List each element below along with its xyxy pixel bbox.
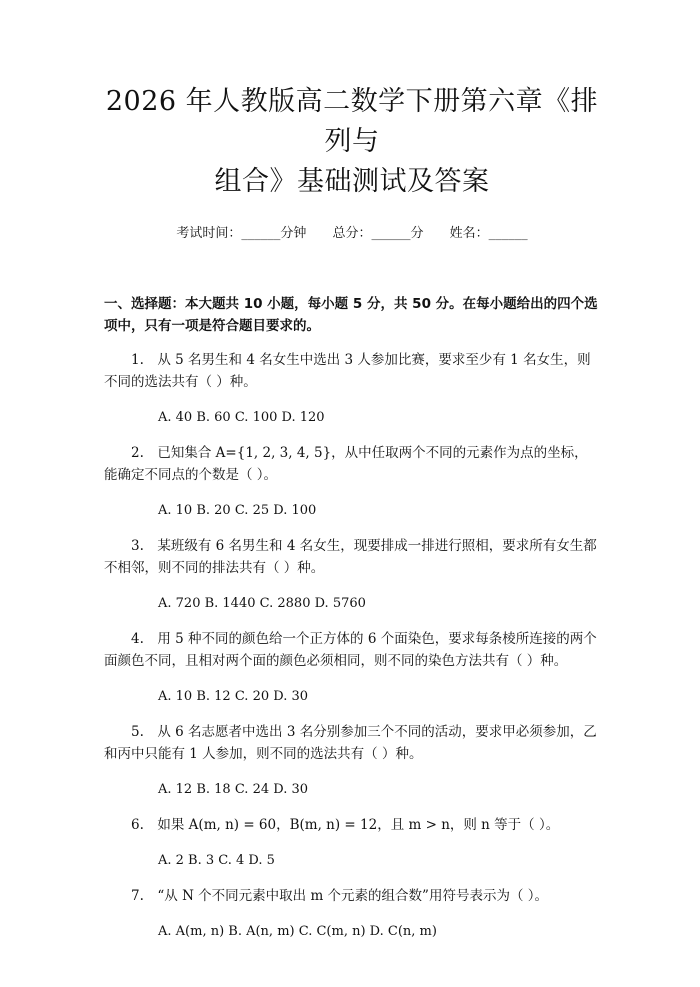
question-stem: 1. 从 5 名男生和 4 名女生中选出 3 人参加比赛，要求至少有 1 名女生，则不同的选法共有（ ）种。 <box>104 352 591 390</box>
total-score-field: 总分：______分 <box>332 226 424 241</box>
question-1 <box>104 349 600 427</box>
exam-time-field: 考试时间：______分钟 <box>176 226 307 241</box>
question-7 <box>104 885 600 941</box>
question-options: A. 40 B. 60 C. 100 D. 120 <box>158 410 325 425</box>
title-line-1: 2026 年人教版高二数学下册第六章《排列与 <box>105 86 599 157</box>
question-stem: 4. 用 5 种不同的颜色给一个正方体的 6 个面染色，要求每条棱所连接的两个面颜色不同，且相对两个面的颜色必须相同，则不同的染色方法共有（ ）种。 <box>104 631 597 669</box>
question-2 <box>104 442 600 520</box>
question-4 <box>104 628 600 706</box>
question-options: A. 12 B. 18 C. 24 D. 30 <box>158 782 309 797</box>
question-options: A. 2 B. 3 C. 4 D. 5 <box>158 853 275 868</box>
question-stem: 3. 某班级有 6 名男生和 4 名女生，现要排成一排进行照相，要求所有女生都不相邻，则不同的排法共有（ ）种。 <box>104 538 597 576</box>
exam-meta <box>104 225 600 243</box>
question-list <box>104 349 600 941</box>
document-title <box>104 82 600 202</box>
question-stem: 6. 如果 A(m, n) = 60，B(m, n) = 12，且 m > n，则 n 等于（ ）。 <box>131 817 560 833</box>
question-options: A. 720 B. 1440 C. 2880 D. 5760 <box>158 596 366 611</box>
title-line-2: 组合》基础测试及答案 <box>214 166 490 197</box>
question-5 <box>104 721 600 799</box>
document-page <box>0 82 700 987</box>
question-stem: 5. 从 6 名志愿者中选出 3 名分别参加三个不同的活动，要求甲必须参加，乙和丙中只能有 1 人参加，则不同的选法共有（ ）种。 <box>104 724 597 762</box>
question-options: A. A(m, n) B. A(n, m) C. C(m, n) D. C(n, m) <box>158 924 437 939</box>
question-stem: 2. 已知集合 A={1, 2, 3, 4, 5}，从中任取两个不同的元素作为点的坐标，能确定不同点的个数是（ ）。 <box>104 445 588 483</box>
question-options: A. 10 B. 20 C. 25 D. 100 <box>158 503 317 518</box>
section-heading: 一、选择题：本大题共 10 小题，每小题 5 分，共 50 分。在每小题给出的四个选项中，只有一项是符合题目要求的。 <box>104 296 598 334</box>
name-field: 姓名：______ <box>449 226 528 241</box>
question-options: A. 10 B. 12 C. 20 D. 30 <box>158 689 309 704</box>
question-3 <box>104 535 600 613</box>
question-6 <box>104 814 600 870</box>
question-stem: 7. “从 N 个不同元素中取出 m 个元素的组合数”用符号表示为（ ）。 <box>131 888 549 904</box>
